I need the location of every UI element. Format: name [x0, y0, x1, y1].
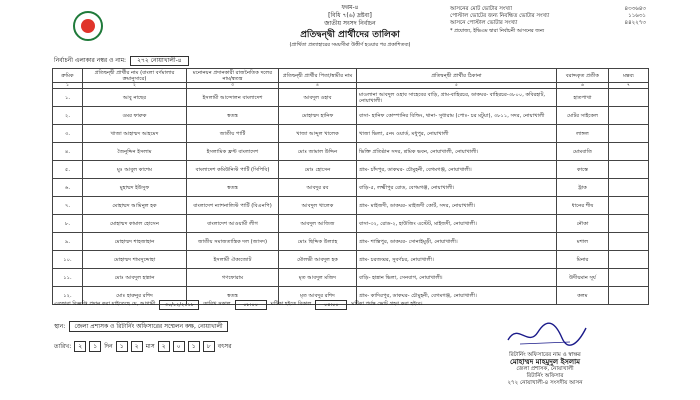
cell-candidate-name: মোঃ হারুনুর রশিদ [83, 287, 187, 305]
stat-total-voters: আসনের মোট ভোটার সংখ্যা ৪৩৩৬৪৩ [450, 6, 646, 12]
officer-designation: জেলা প্রশাসক, নোয়াখালী [516, 366, 574, 372]
table-row [53, 251, 649, 269]
constituency-row [54, 55, 189, 66]
cell-symbol: মিনার [557, 251, 609, 269]
election-name: জাতীয় সংসদ নির্বাচন [324, 20, 376, 27]
col-symbol: বরাদ্দকৃত প্রতীক [557, 69, 609, 83]
cell-candidate-name: মুহাম্মদ ইউসুফ [83, 179, 187, 197]
cell-remarks [609, 233, 649, 251]
col-father: প্রতিদ্বন্দ্বী প্রার্থীর পিতা/স্বামীর নাম [279, 69, 357, 83]
cell-address: গ্রাম- চরজব্বর, সুবর্ণচর, নোয়াখালী। [357, 251, 557, 269]
polling-end-box: ০৪:০০ [315, 300, 347, 310]
constituency-value: ২৭২ নোয়াখালী-৪ [130, 56, 189, 66]
cell-father-name: মোহাম্মদ হানিফ [279, 107, 357, 125]
cell-party: বাংলাদেশ কমিউনিস্ট পার্টি (সিপিবি) [187, 161, 279, 179]
cell-remarks [609, 179, 649, 197]
cell-party: জাতীয় সমাজতান্ত্রিক দল (জাসদ) [187, 233, 279, 251]
cell-symbol: হাতপাখা [557, 89, 609, 107]
stats-note: * প্রযোজ্য, ইভিএম দ্বারা নির্বাচনী আসনের জন্য [450, 28, 545, 34]
cell-address: বাড়ি- হান্নান ভিলা, সেনবাগ, নোয়াখালী। [357, 269, 557, 287]
cell-symbol: কলম [557, 287, 609, 305]
col-serial: ক্রমিক [53, 69, 83, 83]
cell-candidate-name: খাজা আহাম্মদ আহমেদ [83, 125, 187, 143]
cell-candidate-name: জৈনুদ্দিন ইসলাম [83, 143, 187, 161]
cell-party: জাতীয় পার্টি [187, 125, 279, 143]
handwritten-signature [500, 318, 590, 350]
cell-father-name: মোঃ হোসেন [279, 161, 357, 179]
place-row [54, 321, 228, 332]
cell-address: বাসা- হানিফ কোম্পানির বিল্ডিং, থানা- সুধারাম (পোঃ- চর মটুয়া), ৩৮১১, সদর, নোয়াখালী [357, 107, 557, 125]
cell-serial: ৫. [53, 161, 83, 179]
cell-address: গ্রাম- মাইজদী, ডাকঘর- মাইজদী কোর্ট, সদর, নোয়াখালী। [357, 197, 557, 215]
cell-address: বাড়ি-৫, লক্ষ্মীপুর রোড, বেগমগঞ্জ, নোয়াখালী। [357, 179, 557, 197]
table-row [53, 143, 649, 161]
cell-remarks [609, 161, 649, 179]
cell-party: স্বতন্ত্র [187, 107, 279, 125]
officer-constituency: ২৭২ নোয়াখালী-৪ সংসদীয় আসন [507, 380, 583, 386]
cell-address: ভিক্তি প্রতিষ্ঠান সদর, শ্রমিক ভবন, নোয়াখালী, নোয়াখালী। [357, 143, 557, 161]
table-row [53, 89, 649, 107]
cell-symbol: উদীয়মান সূর্য [557, 269, 609, 287]
cell-party: ইসলামী ঐক্যজোট [187, 251, 279, 269]
cell-address: গ্রাম- কাদিরপুর, ডাকঘর- চৌমুহনী, বেগমগঞ্জ, নোয়াখালী। [357, 287, 557, 305]
cell-party: স্বতন্ত্র [187, 179, 279, 197]
cell-father-name: মৌলভী আবদুল হক [279, 251, 357, 269]
cell-symbol: ধানের শীষ [557, 197, 609, 215]
cell-candidate-name: আবু নাছের [83, 89, 187, 107]
cell-remarks [609, 287, 649, 305]
place-label: স্থান: [54, 323, 66, 330]
cell-serial: ৯. [53, 233, 83, 251]
cell-remarks [609, 215, 649, 233]
signature-block [440, 318, 650, 394]
cell-address: বাসা-৩২, রোড-২, হাউজিং এস্টেট, মাইজদী, নোয়াখালী। [357, 215, 557, 233]
cell-father-name: আবদুল খালেক [279, 197, 357, 215]
constituency-label: নির্বাচনী এলাকার নম্বর ও নাম: [54, 57, 127, 64]
table-header-row [53, 69, 649, 83]
cell-serial: ১. [53, 89, 83, 107]
cell-candidate-name: মোঃ আবদুল হান্নান [83, 269, 187, 287]
cell-serial: ৭. [53, 197, 83, 215]
table-row [53, 179, 649, 197]
cell-symbol: লাঙ্গল [557, 125, 609, 143]
stat-postal-voters: আসনে পোস্টাল ভোটার সংখ্যা ৪৪২২৭৩ [450, 20, 646, 26]
form-number: ফরম-৪ [341, 4, 359, 11]
cell-remarks [609, 197, 649, 215]
cell-serial: ৬. [53, 179, 83, 197]
cell-father-name: মোঃ ছিদ্দিক উল্যাহ [279, 233, 357, 251]
cell-serial: ৮. [53, 215, 83, 233]
cell-father-name: আবদুল ওহাব [279, 89, 357, 107]
cell-serial: ৩. [53, 125, 83, 143]
cell-party: ইসলামিক ফ্রন্ট বাংলাদেশ [187, 143, 279, 161]
document-page [50, 0, 650, 400]
document-header [260, 4, 440, 49]
cell-father-name: আবদুর রব [279, 179, 357, 197]
date-label: তারিখ: [54, 343, 72, 350]
table-row [53, 269, 649, 287]
polling-start-box: ০৮:০০ [235, 300, 267, 310]
cell-symbol: ট্রাক [557, 179, 609, 197]
column-number-row: ১ ২ ৩ ৪ ৫ ৬ ৭ [53, 83, 649, 89]
cell-candidate-name: মোহাম্মদ কামাল হোসেন [83, 215, 187, 233]
cell-serial: ২. [53, 107, 83, 125]
signature-caption: রিটার্নিং অফিসারের নাম ও স্বাক্ষর [509, 352, 581, 358]
cell-father-name: মৃত আবদুল মজিদ [279, 269, 357, 287]
cell-symbol: কাস্তে [557, 161, 609, 179]
col-remarks: মন্তব্য [609, 69, 649, 83]
cell-remarks [609, 251, 649, 269]
cell-party: বাংলাদেশ আওয়ামী লীগ [187, 215, 279, 233]
cell-serial: ১১. [53, 269, 83, 287]
table-row [53, 197, 649, 215]
place-value: জেলা প্রশাসক ও রিটার্নিং অফিসারের সম্মেলন কক্ষ, নোয়াখালী [69, 321, 227, 332]
cell-symbol: মোটর সাইকেল [557, 107, 609, 125]
table-row [53, 233, 649, 251]
cell-candidate-name: মোহাম্মদ শামসুদ্দোহা [83, 251, 187, 269]
cell-serial: ৪. [53, 143, 83, 161]
voter-statistics [450, 6, 646, 35]
cell-address: গ্রাম- শান্তিপুর, ডাকঘর- সোনাইমুড়ী, নোয়াখালী। [357, 233, 557, 251]
cell-candidate-name: মুঃ আবুল কাশেম [83, 161, 187, 179]
cell-remarks [609, 107, 649, 125]
col-party: মনোনয়ন প্রদানকারী রাজনৈতিক দলের নাম/স্বতন্ত্র [187, 69, 279, 83]
date-row: তারিখ: ২ ১ দিন ১ ২ মাস ২ ০ ১ ৮ বৎসর [54, 343, 232, 350]
cell-father-name: আবদুল আজিজ [279, 215, 357, 233]
document-subtitle: (প্রার্থিতা প্রত্যাহারের সময়সীমা উত্তীর্ণ হওয়ার পর প্রকাশিতব্য) [289, 42, 411, 48]
candidate-table [52, 68, 649, 305]
polling-date-box: ৩০/১২/২০১৮ [159, 300, 199, 310]
government-seal-logo [73, 11, 103, 41]
cell-address: মাওলানা আবদুল ওহাব সাহেবের বাড়ি, গ্রাম-বাহিরচর, ডাকঘর- বাহিরচর-৩৮০০, কবিরহাট, নোয়াখালী। [357, 89, 557, 107]
table-row [53, 215, 649, 233]
table-row [53, 107, 649, 125]
polling-notice: এতদ্বারা বিজ্ঞপ্তি প্রদান করা যাইতেছে যে, আগামী ৩০/১২/২০১৮ তারিখ সকাল ০৮:০০ ঘটিকা হইতে বিকাল ০৪:০০ ঘটিকা পর্যন্ত ভোট গ্রহণ করা হইবে। [54, 301, 423, 308]
cell-father-name: মোঃ জামাল উদ্দিন [279, 143, 357, 161]
stat-postal-registered: পোস্টাল ভোটের জন্য নিবন্ধিত ভোটার সংখ্যা ১১৬৩১ [450, 13, 646, 19]
cell-party: ইসলামী আন্দোলন বাংলাদেশ [187, 89, 279, 107]
cell-candidate-name: ওমর ফারুক [83, 107, 187, 125]
cell-party: বাংলাদেশ ন্যাশনালিস্ট পার্টি (বিএনপি) [187, 197, 279, 215]
cell-party: গণফোরাম [187, 269, 279, 287]
document-title: প্রতিদ্বন্দ্বী প্রার্থীদের তালিকা [300, 30, 400, 40]
officer-role: রিটার্নিং অফিসার [526, 373, 564, 379]
cell-address: খাজা ভিলা, ৫নং ওয়ার্ড, মধুপুর, নোয়াখালী [357, 125, 557, 143]
cell-remarks [609, 125, 649, 143]
cell-serial: ১০. [53, 251, 83, 269]
rule-reference: [বিধি ৭(৬) দ্রষ্টব্য] [328, 12, 372, 19]
cell-remarks [609, 143, 649, 161]
table-row [53, 161, 649, 179]
cell-serial: ১২. [53, 287, 83, 305]
cell-symbol: মোমবাতি [557, 143, 609, 161]
cell-father-name: খাজা আব্দুল খালেক [279, 125, 357, 143]
cell-symbol: মশাল [557, 233, 609, 251]
cell-candidate-name: মোহাম্মদ আমিনুল হক [83, 197, 187, 215]
cell-remarks [609, 89, 649, 107]
cell-symbol: নৌকা [557, 215, 609, 233]
table-row [53, 125, 649, 143]
cell-address: গ্রাম- চাঁদপুর, ডাকঘর- চৌমুহনী, বেগমগঞ্জ, নোয়াখালী। [357, 161, 557, 179]
col-name: প্রতিদ্বন্দ্বী প্রার্থীর নাম (বাংলা বর্ণমালার ক্রমানুসারে) [83, 69, 187, 83]
col-address: প্রতিদ্বন্দ্বী প্রার্থীর ঠিকানা [357, 69, 557, 83]
cell-father-name: মৃত আবদুর রশিদ [279, 287, 357, 305]
cell-candidate-name: মোহাম্মদ শাহজাহান [83, 233, 187, 251]
cell-party: স্বতন্ত্র [187, 287, 279, 305]
officer-name: মোহাম্মদ মাহমুদুল ইসলাম [510, 358, 580, 366]
cell-remarks [609, 269, 649, 287]
